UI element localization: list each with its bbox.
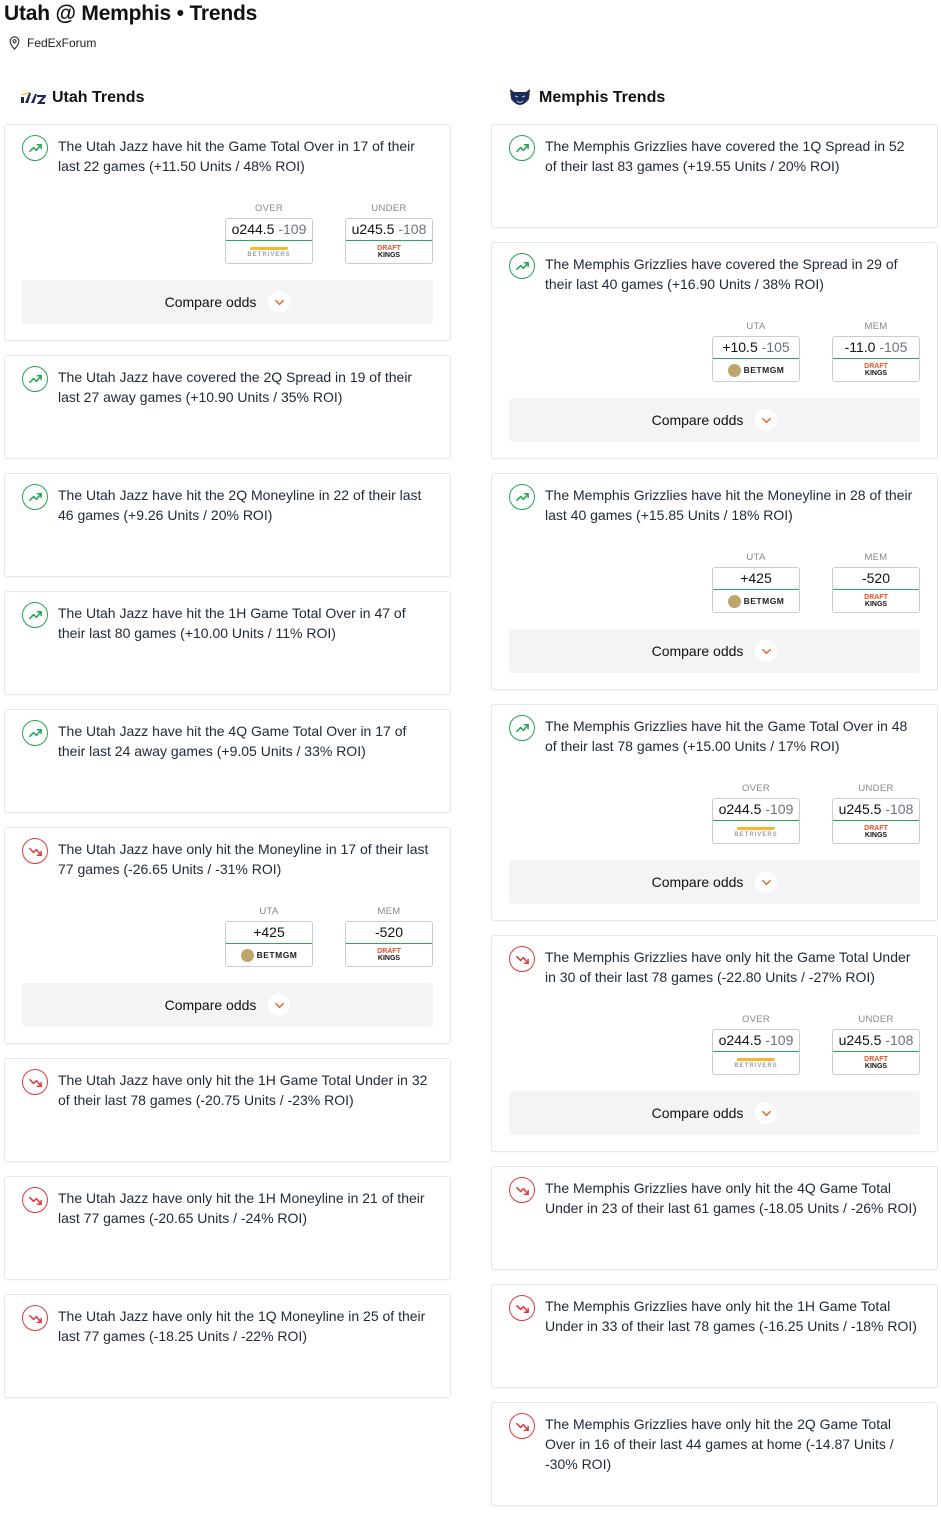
draftkings-word-draft: DRAFT	[864, 1056, 888, 1063]
memphis-trends-title: Memphis Trends	[539, 89, 666, 106]
trend-card	[4, 1294, 451, 1398]
betmgm-logo: BETMGM	[226, 944, 312, 966]
trend-up-icon	[509, 715, 535, 741]
draftkings-logo	[346, 241, 432, 263]
utah-trends-header	[4, 84, 451, 112]
odds-line	[225, 921, 313, 944]
betmgm-lion-icon	[728, 364, 741, 377]
compare-odds-button[interactable]	[22, 983, 433, 1027]
draftkings-word-draft: DRAFT	[864, 825, 888, 832]
trend-card	[491, 124, 938, 228]
trend-up-icon	[22, 720, 48, 746]
odds-line-value: -11.0	[844, 339, 876, 355]
compare-odds-button[interactable]	[509, 860, 920, 904]
odds-option	[345, 905, 433, 967]
chevron-down-icon	[268, 291, 290, 313]
memphis-trend-list	[491, 124, 938, 1506]
odds-line	[832, 1029, 920, 1052]
trend-row	[509, 1413, 920, 1474]
odds-price: -109	[765, 801, 794, 817]
utah-trends-title: Utah Trends	[52, 89, 145, 106]
trend-down-icon	[509, 946, 535, 972]
odds-row	[509, 782, 920, 844]
betmgm-logo: BETMGM	[713, 359, 799, 381]
compare-odds-label: Compare odds	[651, 412, 744, 428]
draftkings-word-kings: KINGS	[864, 601, 888, 608]
odds-line-value: +425	[740, 570, 772, 586]
utah-trends-column	[4, 84, 451, 1412]
odds-option	[712, 551, 800, 613]
odds-line-value: u245.5	[838, 801, 882, 817]
trend-row	[22, 366, 433, 407]
odds-line-value: +10.5	[722, 339, 758, 355]
trend-text: The Utah Jazz have hit the 4Q Game Total Over in 17 of their last 24 away games (+9.05 Units / 33% ROI)	[58, 723, 407, 759]
compare-odds-label: Compare odds	[164, 294, 257, 310]
odds-button[interactable]	[712, 336, 800, 382]
trend-row	[22, 1187, 433, 1228]
trend-text: The Memphis Grizzlies have covered the Spread in 29 of their last 40 games (+16.90 Units / 38% ROI)	[545, 256, 898, 292]
odds-price: -109	[765, 1032, 794, 1048]
draftkings-word-kings: KINGS	[377, 252, 401, 259]
draftkings-word-kings: KINGS	[864, 1063, 888, 1070]
odds-row	[509, 1013, 920, 1075]
odds-line	[832, 336, 920, 359]
draftkings-word-draft: DRAFT	[377, 245, 401, 252]
trend-row	[22, 484, 433, 525]
draftkings-word-kings: KINGS	[864, 832, 888, 839]
trend-text: The Memphis Grizzlies have hit the Moneyline in 28 of their last 40 games (+15.85 Units / 18% ROI)	[545, 487, 913, 523]
trend-text: The Utah Jazz have hit the 1H Game Total Over in 47 of their last 80 games (+10.00 Units / 11% ROI)	[58, 605, 406, 641]
trend-card	[4, 1058, 451, 1162]
odds-button[interactable]	[345, 921, 433, 967]
odds-button[interactable]	[832, 798, 920, 844]
trend-up-icon	[509, 135, 535, 161]
compare-odds-button[interactable]	[22, 280, 433, 324]
trend-row	[22, 1069, 433, 1110]
memphis-trends-column	[491, 84, 938, 1520]
trend-card	[4, 124, 451, 341]
compare-odds-label: Compare odds	[651, 1105, 744, 1121]
location-pin-icon	[8, 36, 21, 50]
compare-odds-button[interactable]	[509, 629, 920, 673]
draftkings-logo	[833, 359, 919, 381]
odds-line	[712, 567, 800, 590]
trend-row	[509, 715, 920, 756]
memphis-trends-header	[491, 84, 938, 112]
trend-row	[509, 253, 920, 294]
odds-button[interactable]	[225, 218, 313, 264]
draftkings-logo	[346, 944, 432, 966]
odds-line	[712, 1029, 800, 1052]
trend-text: The Utah Jazz have only hit the 1Q Moneyline in 25 of their last 77 games (-18.25 Units / -22% ROI)	[58, 1308, 426, 1344]
trend-row	[22, 602, 433, 643]
trend-text: The Utah Jazz have only hit the 1H Game Total Under in 32 of their last 78 games (-20.75 Units / -23% ROI)	[58, 1072, 428, 1108]
odds-option	[832, 551, 920, 613]
trend-card	[491, 1284, 938, 1388]
trend-text: The Memphis Grizzlies have only hit the 4Q Game Total Under in 23 of their last 61 games (-18.05 Units / -26% ROI)	[545, 1180, 917, 1216]
trend-card	[491, 1166, 938, 1270]
betrivers-logo: BETRIVERS	[713, 1052, 799, 1074]
memphis-grizzlies-logo-icon	[507, 86, 533, 110]
trend-text: The Memphis Grizzlies have only hit the Game Total Under in 30 of their last 78 games (-22.80 Units / -27% ROI)	[545, 949, 911, 985]
trend-up-icon	[509, 253, 535, 279]
odds-price: -108	[885, 801, 914, 817]
odds-option	[712, 1013, 800, 1075]
odds-line	[712, 798, 800, 821]
odds-row	[509, 551, 920, 613]
trend-up-icon	[22, 602, 48, 628]
trend-up-icon	[22, 366, 48, 392]
trend-card	[491, 935, 938, 1152]
trend-text: The Utah Jazz have hit the 2Q Moneyline in 22 of their last 46 games (+9.26 Units / 20% ROI)	[58, 487, 422, 523]
trend-card	[4, 591, 451, 695]
betmgm-lion-icon	[728, 595, 741, 608]
odds-line-value: u245.5	[838, 1032, 882, 1048]
compare-odds-label: Compare odds	[651, 643, 744, 659]
trend-down-icon	[509, 1413, 535, 1439]
trend-card	[491, 473, 938, 690]
odds-option	[712, 320, 800, 382]
chevron-down-icon	[755, 640, 777, 662]
odds-label: UNDER	[371, 203, 407, 214]
odds-line	[832, 798, 920, 821]
trend-card	[4, 1176, 451, 1280]
trend-text: The Memphis Grizzlies have covered the 1Q Spread in 52 of their last 83 games (+19.55 Units / 20% ROI)	[545, 138, 905, 174]
trend-row	[22, 720, 433, 761]
trend-text: The Utah Jazz have only hit the 1H Moneyline in 21 of their last 77 games (-20.65 Units / -24% ROI)	[58, 1190, 425, 1226]
odds-line-value: +425	[253, 924, 285, 940]
page-title: Utah @ Memphis • Trends	[4, 2, 258, 25]
utah-trend-list	[4, 124, 451, 1398]
draftkings-word-draft: DRAFT	[377, 948, 401, 955]
trend-card	[4, 827, 451, 1044]
compare-odds-button[interactable]	[509, 1091, 920, 1135]
trend-card	[4, 473, 451, 577]
trend-text: The Utah Jazz have hit the Game Total Over in 17 of their last 22 games (+11.50 Units / 48% ROI)	[58, 138, 415, 174]
trend-down-icon	[509, 1177, 535, 1203]
trend-row	[509, 1177, 920, 1218]
chevron-down-icon	[755, 409, 777, 431]
chevron-down-icon	[755, 1102, 777, 1124]
odds-button[interactable]	[832, 336, 920, 382]
chevron-down-icon	[268, 994, 290, 1016]
venue	[8, 36, 96, 50]
betrivers-logo: BETRIVERS	[713, 821, 799, 843]
odds-option	[832, 320, 920, 382]
trend-text: The Utah Jazz have only hit the Moneyline in 17 of their last 77 games (-26.65 Units / -31% ROI)	[58, 841, 429, 877]
odds-button[interactable]	[832, 567, 920, 613]
trend-row	[509, 946, 920, 987]
draftkings-logo	[833, 1052, 919, 1074]
odds-line-value: u245.5	[351, 221, 395, 237]
odds-line-value: o244.5	[718, 1032, 762, 1048]
odds-label: OVER	[741, 1014, 771, 1025]
trend-card	[491, 1402, 938, 1506]
odds-option	[832, 1013, 920, 1075]
trend-text: The Memphis Grizzlies have only hit the 1H Game Total Under in 33 of their last 78 games (-16.25 Units / -18% ROI)	[545, 1298, 917, 1334]
odds-label: UNDER	[858, 1014, 894, 1025]
odds-row	[509, 320, 920, 382]
odds-option	[225, 905, 313, 967]
odds-row	[22, 905, 433, 967]
odds-line	[832, 567, 920, 590]
betmgm-lion-icon	[241, 949, 254, 962]
odds-label: UTA	[746, 321, 766, 332]
utah-jazz-logo-icon	[20, 86, 46, 110]
draftkings-word-kings: KINGS	[864, 370, 888, 377]
odds-line-value: -520	[861, 570, 891, 586]
trend-down-icon	[22, 1305, 48, 1331]
trend-card	[491, 704, 938, 921]
odds-line-value: o244.5	[718, 801, 762, 817]
odds-button[interactable]	[712, 798, 800, 844]
odds-button[interactable]	[712, 1029, 800, 1075]
trend-row	[509, 484, 920, 525]
draftkings-logo	[833, 590, 919, 612]
trend-up-icon	[509, 484, 535, 510]
odds-line	[345, 218, 433, 241]
odds-label: MEM	[864, 321, 888, 332]
compare-odds-label: Compare odds	[164, 997, 257, 1013]
draftkings-word-kings: KINGS	[377, 955, 401, 962]
betmgm-logo: BETMGM	[713, 590, 799, 612]
odds-price: -108	[885, 1032, 914, 1048]
trend-down-icon	[509, 1295, 535, 1321]
odds-row	[22, 202, 433, 264]
odds-line	[345, 921, 433, 944]
trend-down-icon	[22, 838, 48, 864]
odds-button[interactable]	[345, 218, 433, 264]
odds-label: MEM	[864, 552, 888, 563]
odds-label: OVER	[254, 203, 284, 214]
odds-label: UNDER	[858, 783, 894, 794]
odds-price: -105	[761, 339, 790, 355]
odds-option	[832, 782, 920, 844]
odds-option	[225, 202, 313, 264]
trend-up-icon	[22, 484, 48, 510]
odds-button[interactable]	[832, 1029, 920, 1075]
trend-text: The Utah Jazz have covered the 2Q Spread in 19 of their last 27 away games (+10.90 Units / 35% ROI)	[58, 369, 413, 405]
trend-card	[4, 355, 451, 459]
odds-price: -108	[398, 221, 427, 237]
trend-text: The Memphis Grizzlies have hit the Game Total Over in 48 of their last 78 games (+15.00 Units / 17% ROI)	[545, 718, 908, 754]
trend-row	[22, 135, 433, 176]
trend-down-icon	[22, 1187, 48, 1213]
odds-option	[712, 782, 800, 844]
trend-text: The Memphis Grizzlies have only hit the 2Q Game Total Over in 16 of their last 44 games at home (-14.87 Units / -30% ROI)	[545, 1416, 894, 1472]
odds-option	[345, 202, 433, 264]
trend-card	[4, 709, 451, 813]
odds-label: OVER	[741, 783, 771, 794]
trend-row	[509, 1295, 920, 1336]
compare-odds-label: Compare odds	[651, 874, 744, 890]
trend-row	[22, 1305, 433, 1346]
betrivers-logo: BETRIVERS	[226, 241, 312, 263]
trend-card	[491, 242, 938, 459]
chevron-down-icon	[755, 871, 777, 893]
odds-label: MEM	[377, 906, 401, 917]
odds-line	[225, 218, 313, 241]
odds-line	[712, 336, 800, 359]
odds-price: -105	[879, 339, 908, 355]
odds-line-value: -520	[374, 924, 404, 940]
odds-price: -109	[278, 221, 307, 237]
draftkings-logo	[833, 821, 919, 843]
draftkings-word-draft: DRAFT	[864, 594, 888, 601]
trend-row	[509, 135, 920, 176]
trend-row	[22, 838, 433, 879]
odds-line-value: o244.5	[231, 221, 275, 237]
trend-up-icon	[22, 135, 48, 161]
odds-button[interactable]	[712, 567, 800, 613]
venue-name: FedExForum	[27, 36, 97, 50]
compare-odds-button[interactable]	[509, 398, 920, 442]
trend-down-icon	[22, 1069, 48, 1095]
draftkings-word-draft: DRAFT	[864, 363, 888, 370]
odds-button[interactable]	[225, 921, 313, 967]
odds-label: UTA	[259, 906, 279, 917]
odds-label: UTA	[746, 552, 766, 563]
